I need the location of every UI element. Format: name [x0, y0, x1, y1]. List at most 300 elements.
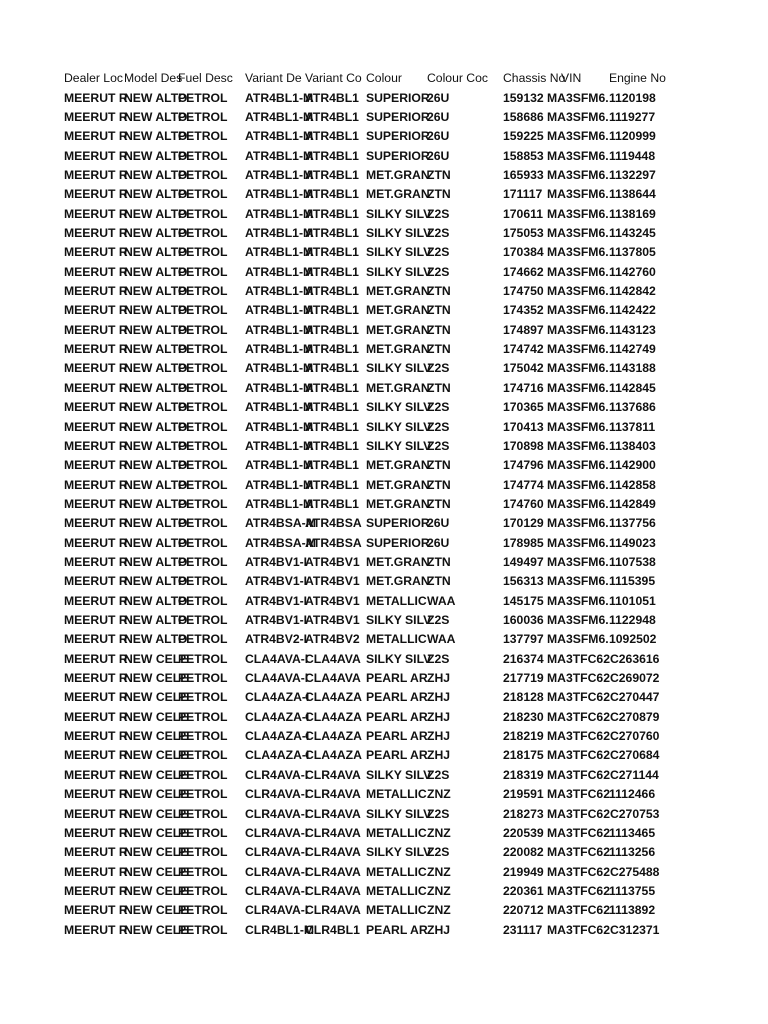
cell-dealer-loc[interactable]: MEERUT R — [64, 845, 128, 860]
cell-variant-desc[interactable]: CLR4AVA-I — [245, 845, 309, 860]
cell-model-desc[interactable]: NEW ALTO — [124, 264, 188, 279]
cell-chassis-no[interactable]: 174352 — [503, 303, 544, 318]
cell-variant-code[interactable]: ATR4BL1 — [305, 438, 359, 453]
cell-dealer-loc[interactable]: MEERUT R — [64, 903, 128, 918]
cell-variant-code[interactable]: ATR4BL1 — [305, 361, 359, 376]
cell-dealer-loc[interactable]: MEERUT R — [64, 729, 128, 744]
cell-colour-code[interactable]: ZTN — [427, 574, 451, 589]
cell-vin[interactable]: MA3TFC62C270879 — [547, 709, 660, 724]
cell-model-desc[interactable]: NEW ALTO — [124, 148, 188, 163]
cell-model-desc[interactable]: NEW CELE — [124, 651, 189, 666]
cell-fuel-desc[interactable]: PETROL — [178, 400, 228, 415]
cell-engine-no[interactable]: 1143188 — [609, 361, 656, 376]
cell-dealer-loc[interactable]: MEERUT R — [64, 419, 128, 434]
cell-vin[interactable]: MA3SFM6. — [547, 322, 609, 337]
cell-vin[interactable]: MA3TFC62 — [547, 883, 610, 898]
cell-variant-code[interactable]: CLA4AZA — [305, 709, 362, 724]
cell-variant-code[interactable]: ATR4BL1 — [305, 322, 359, 337]
cell-chassis-no[interactable]: 174750 — [503, 284, 544, 298]
cell-model-desc[interactable]: NEW ALTO — [124, 458, 188, 473]
cell-colour[interactable]: METALLIC — [366, 593, 427, 608]
cell-colour[interactable]: MET.GRAN — [366, 322, 430, 337]
cell-vin[interactable]: MA3SFM6. — [547, 187, 609, 202]
cell-model-desc[interactable]: NEW CELE — [124, 806, 189, 821]
cell-vin[interactable]: MA3TFC62C270760 — [547, 729, 660, 744]
cell-colour-code[interactable]: 26U — [427, 109, 450, 124]
cell-colour-code[interactable]: ZTN — [427, 477, 451, 492]
cell-vin[interactable]: MA3TFC62 — [547, 845, 610, 860]
cell-variant-code[interactable]: ATR4BSA — [305, 535, 362, 550]
cell-variant-code[interactable]: ATR4BL1 — [305, 496, 359, 511]
cell-variant-code[interactable]: ATR4BL1 — [305, 284, 359, 298]
cell-fuel-desc[interactable]: PETROL — [178, 690, 228, 705]
cell-vin[interactable]: MA3SFM6. — [547, 109, 609, 124]
cell-fuel-desc[interactable]: PETROL — [178, 342, 228, 357]
cell-vin[interactable]: MA3SFM6. — [547, 613, 609, 627]
cell-colour[interactable]: PEARL AR — [366, 709, 428, 724]
cell-vin[interactable]: MA3SFM6. — [547, 284, 609, 298]
cell-engine-no[interactable]: 1142900 — [609, 458, 656, 473]
cell-vin[interactable]: MA3SFM6. — [547, 90, 609, 105]
cell-dealer-loc[interactable]: MEERUT R — [64, 148, 128, 163]
cell-model-desc[interactable]: NEW CELE — [124, 767, 189, 782]
cell-model-desc[interactable]: NEW ALTO — [124, 535, 188, 550]
cell-dealer-loc[interactable]: MEERUT R — [64, 690, 128, 705]
cell-dealer-loc[interactable]: MEERUT R — [64, 787, 128, 802]
cell-vin[interactable]: MA3TFC62C312371 — [547, 922, 660, 937]
cell-chassis-no[interactable]: 178985 — [503, 535, 544, 550]
cell-dealer-loc[interactable]: MEERUT R — [64, 400, 128, 415]
cell-colour-code[interactable]: ZHJ — [427, 690, 451, 705]
cell-colour[interactable]: METALLIC — [366, 883, 427, 898]
cell-dealer-loc[interactable]: MEERUT R — [64, 574, 128, 589]
cell-variant-code[interactable]: ATR4BV1 — [305, 593, 360, 608]
cell-variant-code[interactable]: ATR4BL1 — [305, 303, 359, 318]
cell-variant-desc[interactable]: ATR4BL1-M — [245, 187, 314, 202]
cell-dealer-loc[interactable]: MEERUT R — [64, 380, 128, 395]
header-chassis-no[interactable]: Chassis No — [503, 71, 566, 85]
cell-dealer-loc[interactable]: MEERUT R — [64, 438, 128, 453]
cell-vin[interactable]: MA3SFM6. — [547, 438, 609, 453]
cell-engine-no[interactable]: 1142842 — [609, 284, 656, 298]
cell-colour-code[interactable]: Z2S — [427, 806, 450, 821]
cell-colour-code[interactable]: Z2S — [427, 264, 450, 279]
cell-variant-desc[interactable]: ATR4BL1-M — [245, 129, 314, 144]
cell-colour[interactable]: MET.GRAN — [366, 458, 430, 473]
cell-engine-no[interactable]: 1142749 — [609, 342, 656, 357]
cell-fuel-desc[interactable]: PETROL — [178, 787, 228, 802]
cell-chassis-no[interactable]: 218175 — [503, 748, 544, 763]
cell-colour[interactable]: METALLIC — [366, 864, 427, 879]
cell-variant-code[interactable]: ATR4BV1 — [305, 554, 360, 569]
cell-fuel-desc[interactable]: PETROL — [178, 90, 228, 105]
cell-fuel-desc[interactable]: PETROL — [178, 148, 228, 163]
cell-colour-code[interactable]: ZTN — [427, 554, 451, 569]
cell-model-desc[interactable]: NEW ALTO — [124, 226, 188, 240]
cell-vin[interactable]: MA3TFC62C270753 — [547, 806, 660, 821]
cell-model-desc[interactable]: NEW CELE — [124, 748, 189, 763]
cell-dealer-loc[interactable]: MEERUT R — [64, 651, 128, 666]
cell-engine-no[interactable]: 1122948 — [609, 613, 656, 627]
cell-variant-desc[interactable]: CLR4AVA-I — [245, 903, 309, 918]
cell-model-desc[interactable]: NEW CELE — [124, 883, 189, 898]
cell-engine-no[interactable]: 1142858 — [609, 477, 656, 492]
cell-chassis-no[interactable]: 170611 — [503, 206, 543, 221]
cell-dealer-loc[interactable]: MEERUT R — [64, 922, 128, 937]
cell-colour-code[interactable]: Z2S — [427, 767, 450, 782]
cell-engine-no[interactable]: 1137686 — [609, 400, 656, 415]
cell-colour-code[interactable]: ZHJ — [427, 671, 451, 685]
cell-variant-desc[interactable]: ATR4BL1-M — [245, 206, 314, 221]
cell-vin[interactable]: MA3SFM6. — [547, 535, 609, 550]
cell-model-desc[interactable]: NEW CELE — [124, 729, 189, 744]
cell-model-desc[interactable]: NEW ALTO — [124, 554, 188, 569]
cell-dealer-loc[interactable]: MEERUT R — [64, 864, 128, 879]
cell-vin[interactable]: MA3TFC62C270684 — [547, 748, 660, 763]
cell-dealer-loc[interactable]: MEERUT R — [64, 284, 128, 298]
cell-variant-desc[interactable]: CLA4AVA-I — [245, 651, 309, 666]
cell-colour-code[interactable]: ZTN — [427, 342, 451, 357]
cell-dealer-loc[interactable]: MEERUT R — [64, 361, 128, 376]
cell-chassis-no[interactable]: 175042 — [503, 361, 544, 376]
cell-engine-no[interactable]: 1138644 — [609, 187, 656, 202]
cell-model-desc[interactable]: NEW ALTO — [124, 593, 188, 608]
cell-variant-code[interactable]: ATR4BL1 — [305, 419, 359, 434]
cell-chassis-no[interactable]: 170365 — [503, 400, 544, 415]
cell-dealer-loc[interactable]: MEERUT R — [64, 477, 128, 492]
cell-colour[interactable]: PEARL AR — [366, 690, 428, 705]
cell-model-desc[interactable]: NEW ALTO — [124, 109, 188, 124]
cell-model-desc[interactable]: NEW ALTO — [124, 167, 188, 182]
cell-chassis-no[interactable]: 171117 — [503, 187, 543, 202]
cell-engine-no[interactable]: 1143123 — [609, 322, 656, 337]
cell-fuel-desc[interactable]: PETROL — [178, 883, 228, 898]
cell-vin[interactable]: MA3SFM6. — [547, 148, 609, 163]
cell-engine-no[interactable]: 1142849 — [609, 496, 656, 511]
cell-fuel-desc[interactable]: PETROL — [178, 458, 228, 473]
cell-chassis-no[interactable]: 174742 — [503, 342, 544, 357]
cell-variant-desc[interactable]: ATR4BSA-M — [245, 516, 316, 531]
cell-colour[interactable]: MET.GRAN — [366, 284, 430, 298]
cell-colour[interactable]: SUPERIOR — [366, 516, 430, 531]
cell-chassis-no[interactable]: 170898 — [503, 438, 544, 453]
cell-colour-code[interactable]: ZTN — [427, 187, 451, 202]
cell-fuel-desc[interactable]: PETROL — [178, 477, 228, 492]
cell-variant-desc[interactable]: ATR4BL1-M — [245, 458, 314, 473]
cell-colour[interactable]: SUPERIOR — [366, 148, 430, 163]
cell-dealer-loc[interactable]: MEERUT R — [64, 535, 128, 550]
cell-colour[interactable]: MET.GRAN — [366, 554, 430, 569]
cell-chassis-no[interactable]: 170129 — [503, 516, 544, 531]
cell-engine-no[interactable]: 1137805 — [609, 245, 656, 260]
cell-dealer-loc[interactable]: MEERUT R — [64, 226, 128, 240]
cell-chassis-no[interactable]: 156313 — [503, 574, 544, 589]
cell-engine-no[interactable]: 1113755 — [609, 883, 656, 898]
cell-chassis-no[interactable]: 218128 — [503, 690, 544, 705]
cell-colour[interactable]: PEARL AR — [366, 671, 428, 685]
cell-dealer-loc[interactable]: MEERUT R — [64, 613, 128, 627]
cell-dealer-loc[interactable]: MEERUT R — [64, 496, 128, 511]
cell-model-desc[interactable]: NEW CELE — [124, 709, 189, 724]
cell-engine-no[interactable]: 1142422 — [609, 303, 656, 318]
cell-variant-code[interactable]: CLR4AVA — [305, 883, 361, 898]
cell-colour-code[interactable]: ZNZ — [427, 864, 451, 879]
cell-chassis-no[interactable]: 218219 — [503, 729, 544, 744]
cell-chassis-no[interactable]: 218319 — [503, 767, 544, 782]
cell-fuel-desc[interactable]: PETROL — [178, 729, 228, 744]
cell-colour[interactable]: SILKY SILV — [366, 264, 432, 279]
cell-model-desc[interactable]: NEW ALTO — [124, 206, 188, 221]
cell-vin[interactable]: MA3SFM6. — [547, 226, 609, 240]
cell-variant-desc[interactable]: ATR4BL1-M — [245, 284, 314, 298]
cell-variant-code[interactable]: ATR4BV1 — [305, 613, 360, 627]
cell-fuel-desc[interactable]: PETROL — [178, 922, 228, 937]
cell-variant-code[interactable]: ATR4BL1 — [305, 477, 359, 492]
cell-fuel-desc[interactable]: PETROL — [178, 361, 228, 376]
cell-variant-code[interactable]: ATR4BV2 — [305, 632, 360, 647]
cell-chassis-no[interactable]: 174716 — [503, 380, 544, 395]
cell-model-desc[interactable]: NEW ALTO — [124, 342, 188, 357]
cell-chassis-no[interactable]: 137797 — [503, 632, 544, 647]
cell-engine-no[interactable]: 1113892 — [609, 903, 656, 918]
cell-colour-code[interactable]: Z2S — [427, 419, 450, 434]
cell-vin[interactable]: MA3SFM6. — [547, 342, 609, 357]
cell-vin[interactable]: MA3TFC62 — [547, 787, 610, 802]
cell-chassis-no[interactable]: 170413 — [503, 419, 544, 434]
cell-variant-code[interactable]: ATR4BL1 — [305, 206, 359, 221]
cell-fuel-desc[interactable]: PETROL — [178, 613, 228, 627]
cell-vin[interactable]: MA3TFC62 — [547, 903, 610, 918]
cell-chassis-no[interactable]: 175053 — [503, 226, 544, 240]
cell-colour[interactable]: METALLIC — [366, 787, 427, 802]
cell-vin[interactable]: MA3SFM6. — [547, 400, 609, 415]
cell-vin[interactable]: MA3SFM6. — [547, 477, 609, 492]
cell-engine-no[interactable]: 1138169 — [609, 206, 656, 221]
cell-colour-code[interactable]: 26U — [427, 516, 450, 531]
cell-variant-code[interactable]: CLA4AZA — [305, 729, 362, 744]
cell-colour-code[interactable]: ZHJ — [427, 922, 451, 937]
cell-vin[interactable]: MA3TFC62 — [547, 825, 610, 840]
cell-variant-code[interactable]: ATR4BL1 — [305, 458, 359, 473]
cell-model-desc[interactable]: NEW ALTO — [124, 419, 188, 434]
header-colour-code[interactable]: Colour Coc — [427, 71, 488, 85]
cell-dealer-loc[interactable]: MEERUT R — [64, 303, 128, 318]
header-dealer-loc[interactable]: Dealer Loc — [64, 71, 123, 85]
cell-chassis-no[interactable]: 174897 — [503, 322, 544, 337]
cell-variant-desc[interactable]: ATR4BL1-M — [245, 419, 314, 434]
cell-variant-desc[interactable]: CLR4BL1-M — [245, 922, 315, 937]
header-colour[interactable]: Colour — [366, 71, 402, 85]
cell-model-desc[interactable]: NEW CELE — [124, 864, 189, 879]
cell-variant-desc[interactable]: ATR4BL1-M — [245, 400, 314, 415]
cell-colour[interactable]: MET.GRAN — [366, 303, 430, 318]
cell-colour-code[interactable]: ZTN — [427, 167, 451, 182]
cell-colour[interactable]: SILKY SILV — [366, 767, 432, 782]
cell-colour[interactable]: MET.GRAN — [366, 342, 430, 357]
cell-colour[interactable]: SILKY SILV — [366, 226, 432, 240]
cell-colour-code[interactable]: ZNZ — [427, 903, 451, 918]
cell-vin[interactable]: MA3TFC62C263616 — [547, 651, 660, 666]
cell-model-desc[interactable]: NEW CELE — [124, 671, 189, 685]
cell-fuel-desc[interactable]: PETROL — [178, 226, 228, 240]
cell-colour[interactable]: MET.GRAN — [366, 496, 430, 511]
cell-vin[interactable]: MA3SFM6. — [547, 264, 609, 279]
cell-variant-desc[interactable]: ATR4BL1-M — [245, 361, 314, 376]
cell-chassis-no[interactable]: 219591 — [503, 787, 544, 802]
cell-variant-code[interactable]: ATR4BSA — [305, 516, 362, 531]
cell-variant-desc[interactable]: ATR4BV2-I — [245, 632, 308, 647]
cell-variant-desc[interactable]: ATR4BV1-I — [245, 554, 308, 569]
cell-model-desc[interactable]: NEW ALTO — [124, 284, 188, 298]
cell-variant-desc[interactable]: ATR4BV1-I — [245, 613, 308, 627]
cell-colour[interactable]: SILKY SILV — [366, 361, 432, 376]
cell-engine-no[interactable]: 1138403 — [609, 438, 656, 453]
cell-fuel-desc[interactable]: PETROL — [178, 496, 228, 511]
cell-engine-no[interactable]: 1120198 — [609, 90, 656, 105]
header-model-desc[interactable]: Model Des — [124, 71, 183, 85]
cell-fuel-desc[interactable]: PETROL — [178, 264, 228, 279]
cell-variant-desc[interactable]: ATR4BL1-M — [245, 342, 314, 357]
cell-vin[interactable]: MA3TFC62C269072 — [547, 671, 660, 685]
cell-colour-code[interactable]: Z2S — [427, 206, 450, 221]
cell-variant-desc[interactable]: ATR4BL1-M — [245, 496, 314, 511]
cell-colour[interactable]: SILKY SILV — [366, 400, 432, 415]
cell-dealer-loc[interactable]: MEERUT R — [64, 593, 128, 608]
cell-vin[interactable]: MA3SFM6. — [547, 516, 609, 531]
cell-colour[interactable]: MET.GRAN — [366, 167, 430, 182]
cell-variant-desc[interactable]: CLA4AZA-I — [245, 690, 310, 705]
cell-fuel-desc[interactable]: PETROL — [178, 864, 228, 879]
cell-vin[interactable]: MA3SFM6. — [547, 419, 609, 434]
cell-chassis-no[interactable]: 218230 — [503, 709, 544, 724]
cell-chassis-no[interactable]: 159132 — [503, 90, 544, 105]
cell-variant-code[interactable]: ATR4BL1 — [305, 342, 359, 357]
cell-colour[interactable]: SILKY SILV — [366, 438, 432, 453]
cell-engine-no[interactable]: 1107538 — [609, 554, 656, 569]
cell-variant-desc[interactable]: CLR4AVA-I — [245, 825, 309, 840]
cell-chassis-no[interactable]: 158853 — [503, 148, 544, 163]
cell-fuel-desc[interactable]: PETROL — [178, 767, 228, 782]
cell-chassis-no[interactable]: 219949 — [503, 864, 544, 879]
cell-dealer-loc[interactable]: MEERUT R — [64, 109, 128, 124]
cell-engine-no[interactable]: 1092502 — [609, 632, 657, 647]
cell-model-desc[interactable]: NEW ALTO — [124, 496, 188, 511]
cell-chassis-no[interactable]: 160036 — [503, 613, 544, 627]
cell-fuel-desc[interactable]: PETROL — [178, 109, 228, 124]
cell-engine-no[interactable]: 1137811 — [609, 419, 656, 434]
cell-chassis-no[interactable]: 174796 — [503, 458, 544, 473]
cell-fuel-desc[interactable]: PETROL — [178, 651, 228, 666]
cell-colour-code[interactable]: ZHJ — [427, 748, 451, 763]
cell-colour-code[interactable]: ZNZ — [427, 825, 451, 840]
cell-fuel-desc[interactable]: PETROL — [178, 574, 228, 589]
cell-colour[interactable]: SILKY SILV — [366, 419, 432, 434]
cell-model-desc[interactable]: NEW CELE — [124, 922, 189, 937]
cell-colour[interactable]: MET.GRAN — [366, 187, 430, 202]
cell-colour[interactable]: SILKY SILV — [366, 845, 432, 860]
cell-variant-code[interactable]: ATR4BV1 — [305, 574, 360, 589]
cell-chassis-no[interactable]: 220361 — [503, 883, 544, 898]
header-vin[interactable]: VIN — [561, 71, 582, 85]
cell-variant-desc[interactable]: ATR4BL1-M — [245, 109, 314, 124]
cell-chassis-no[interactable]: 220082 — [503, 845, 544, 860]
cell-variant-desc[interactable]: CLR4AVA-I — [245, 787, 309, 802]
cell-variant-code[interactable]: ATR4BL1 — [305, 264, 359, 279]
cell-colour[interactable]: MET.GRAN — [366, 380, 430, 395]
cell-colour-code[interactable]: ZTN — [427, 458, 451, 473]
cell-model-desc[interactable]: NEW CELE — [124, 903, 189, 918]
cell-dealer-loc[interactable]: MEERUT R — [64, 709, 128, 724]
cell-chassis-no[interactable]: 174760 — [503, 496, 544, 511]
cell-dealer-loc[interactable]: MEERUT R — [64, 632, 128, 647]
cell-colour-code[interactable]: Z2S — [427, 361, 450, 376]
cell-fuel-desc[interactable]: PETROL — [178, 380, 228, 395]
cell-dealer-loc[interactable]: MEERUT R — [64, 516, 128, 531]
cell-colour-code[interactable]: ZNZ — [427, 883, 451, 898]
cell-variant-desc[interactable]: CLR4AVA-I — [245, 883, 309, 898]
cell-model-desc[interactable]: NEW CELE — [124, 825, 189, 840]
cell-variant-desc[interactable]: ATR4BL1-M — [245, 148, 314, 163]
cell-engine-no[interactable]: 1142845 — [609, 380, 656, 395]
cell-variant-desc[interactable]: CLA4AZA-I — [245, 729, 310, 744]
cell-fuel-desc[interactable]: PETROL — [178, 671, 228, 685]
cell-fuel-desc[interactable]: PETROL — [178, 322, 228, 337]
cell-model-desc[interactable]: NEW CELE — [124, 787, 189, 802]
cell-colour[interactable]: SILKY SILV — [366, 206, 432, 221]
cell-colour-code[interactable]: Z2S — [427, 845, 450, 860]
cell-colour-code[interactable]: Z2S — [427, 613, 450, 627]
cell-chassis-no[interactable]: 216374 — [503, 651, 544, 666]
cell-variant-desc[interactable]: CLA4AZA-I — [245, 748, 310, 763]
cell-dealer-loc[interactable]: MEERUT R — [64, 322, 128, 337]
cell-colour-code[interactable]: 26U — [427, 148, 450, 163]
cell-variant-desc[interactable]: ATR4BL1-M — [245, 245, 314, 260]
cell-colour[interactable]: PEARL AR — [366, 922, 428, 937]
cell-dealer-loc[interactable]: MEERUT R — [64, 748, 128, 763]
cell-variant-desc[interactable]: ATR4BL1-M — [245, 167, 314, 182]
cell-fuel-desc[interactable]: PETROL — [178, 845, 228, 860]
cell-vin[interactable]: MA3SFM6. — [547, 496, 609, 511]
cell-variant-code[interactable]: CLA4AZA — [305, 748, 362, 763]
cell-vin[interactable]: MA3SFM6. — [547, 167, 609, 182]
cell-fuel-desc[interactable]: PETROL — [178, 554, 228, 569]
cell-colour-code[interactable]: ZHJ — [427, 729, 451, 744]
cell-fuel-desc[interactable]: PETROL — [178, 303, 228, 318]
cell-engine-no[interactable]: 1149023 — [609, 535, 656, 550]
cell-colour[interactable]: SUPERIOR — [366, 535, 430, 550]
cell-chassis-no[interactable]: 231117 — [503, 922, 543, 937]
cell-model-desc[interactable]: NEW ALTO — [124, 361, 188, 376]
cell-chassis-no[interactable]: 170384 — [503, 245, 544, 260]
cell-chassis-no[interactable]: 149497 — [503, 554, 544, 569]
header-variant-code[interactable]: Variant Co — [305, 71, 362, 85]
cell-variant-desc[interactable]: ATR4BL1-M — [245, 90, 314, 105]
cell-variant-desc[interactable]: ATR4BV1-I — [245, 574, 308, 589]
cell-fuel-desc[interactable]: PETROL — [178, 206, 228, 221]
cell-model-desc[interactable]: NEW ALTO — [124, 632, 188, 647]
cell-variant-code[interactable]: ATR4BL1 — [305, 148, 359, 163]
cell-vin[interactable]: MA3SFM6. — [547, 554, 609, 569]
cell-engine-no[interactable]: 1137756 — [609, 516, 656, 531]
cell-dealer-loc[interactable]: MEERUT R — [64, 554, 128, 569]
cell-engine-no[interactable]: 1115395 — [609, 574, 656, 589]
cell-fuel-desc[interactable]: PETROL — [178, 167, 228, 182]
cell-colour[interactable]: SILKY SILV — [366, 245, 432, 260]
cell-fuel-desc[interactable]: PETROL — [178, 709, 228, 724]
cell-colour[interactable]: SILKY SILV — [366, 613, 432, 627]
cell-model-desc[interactable]: NEW ALTO — [124, 380, 188, 395]
cell-dealer-loc[interactable]: MEERUT R — [64, 458, 128, 473]
